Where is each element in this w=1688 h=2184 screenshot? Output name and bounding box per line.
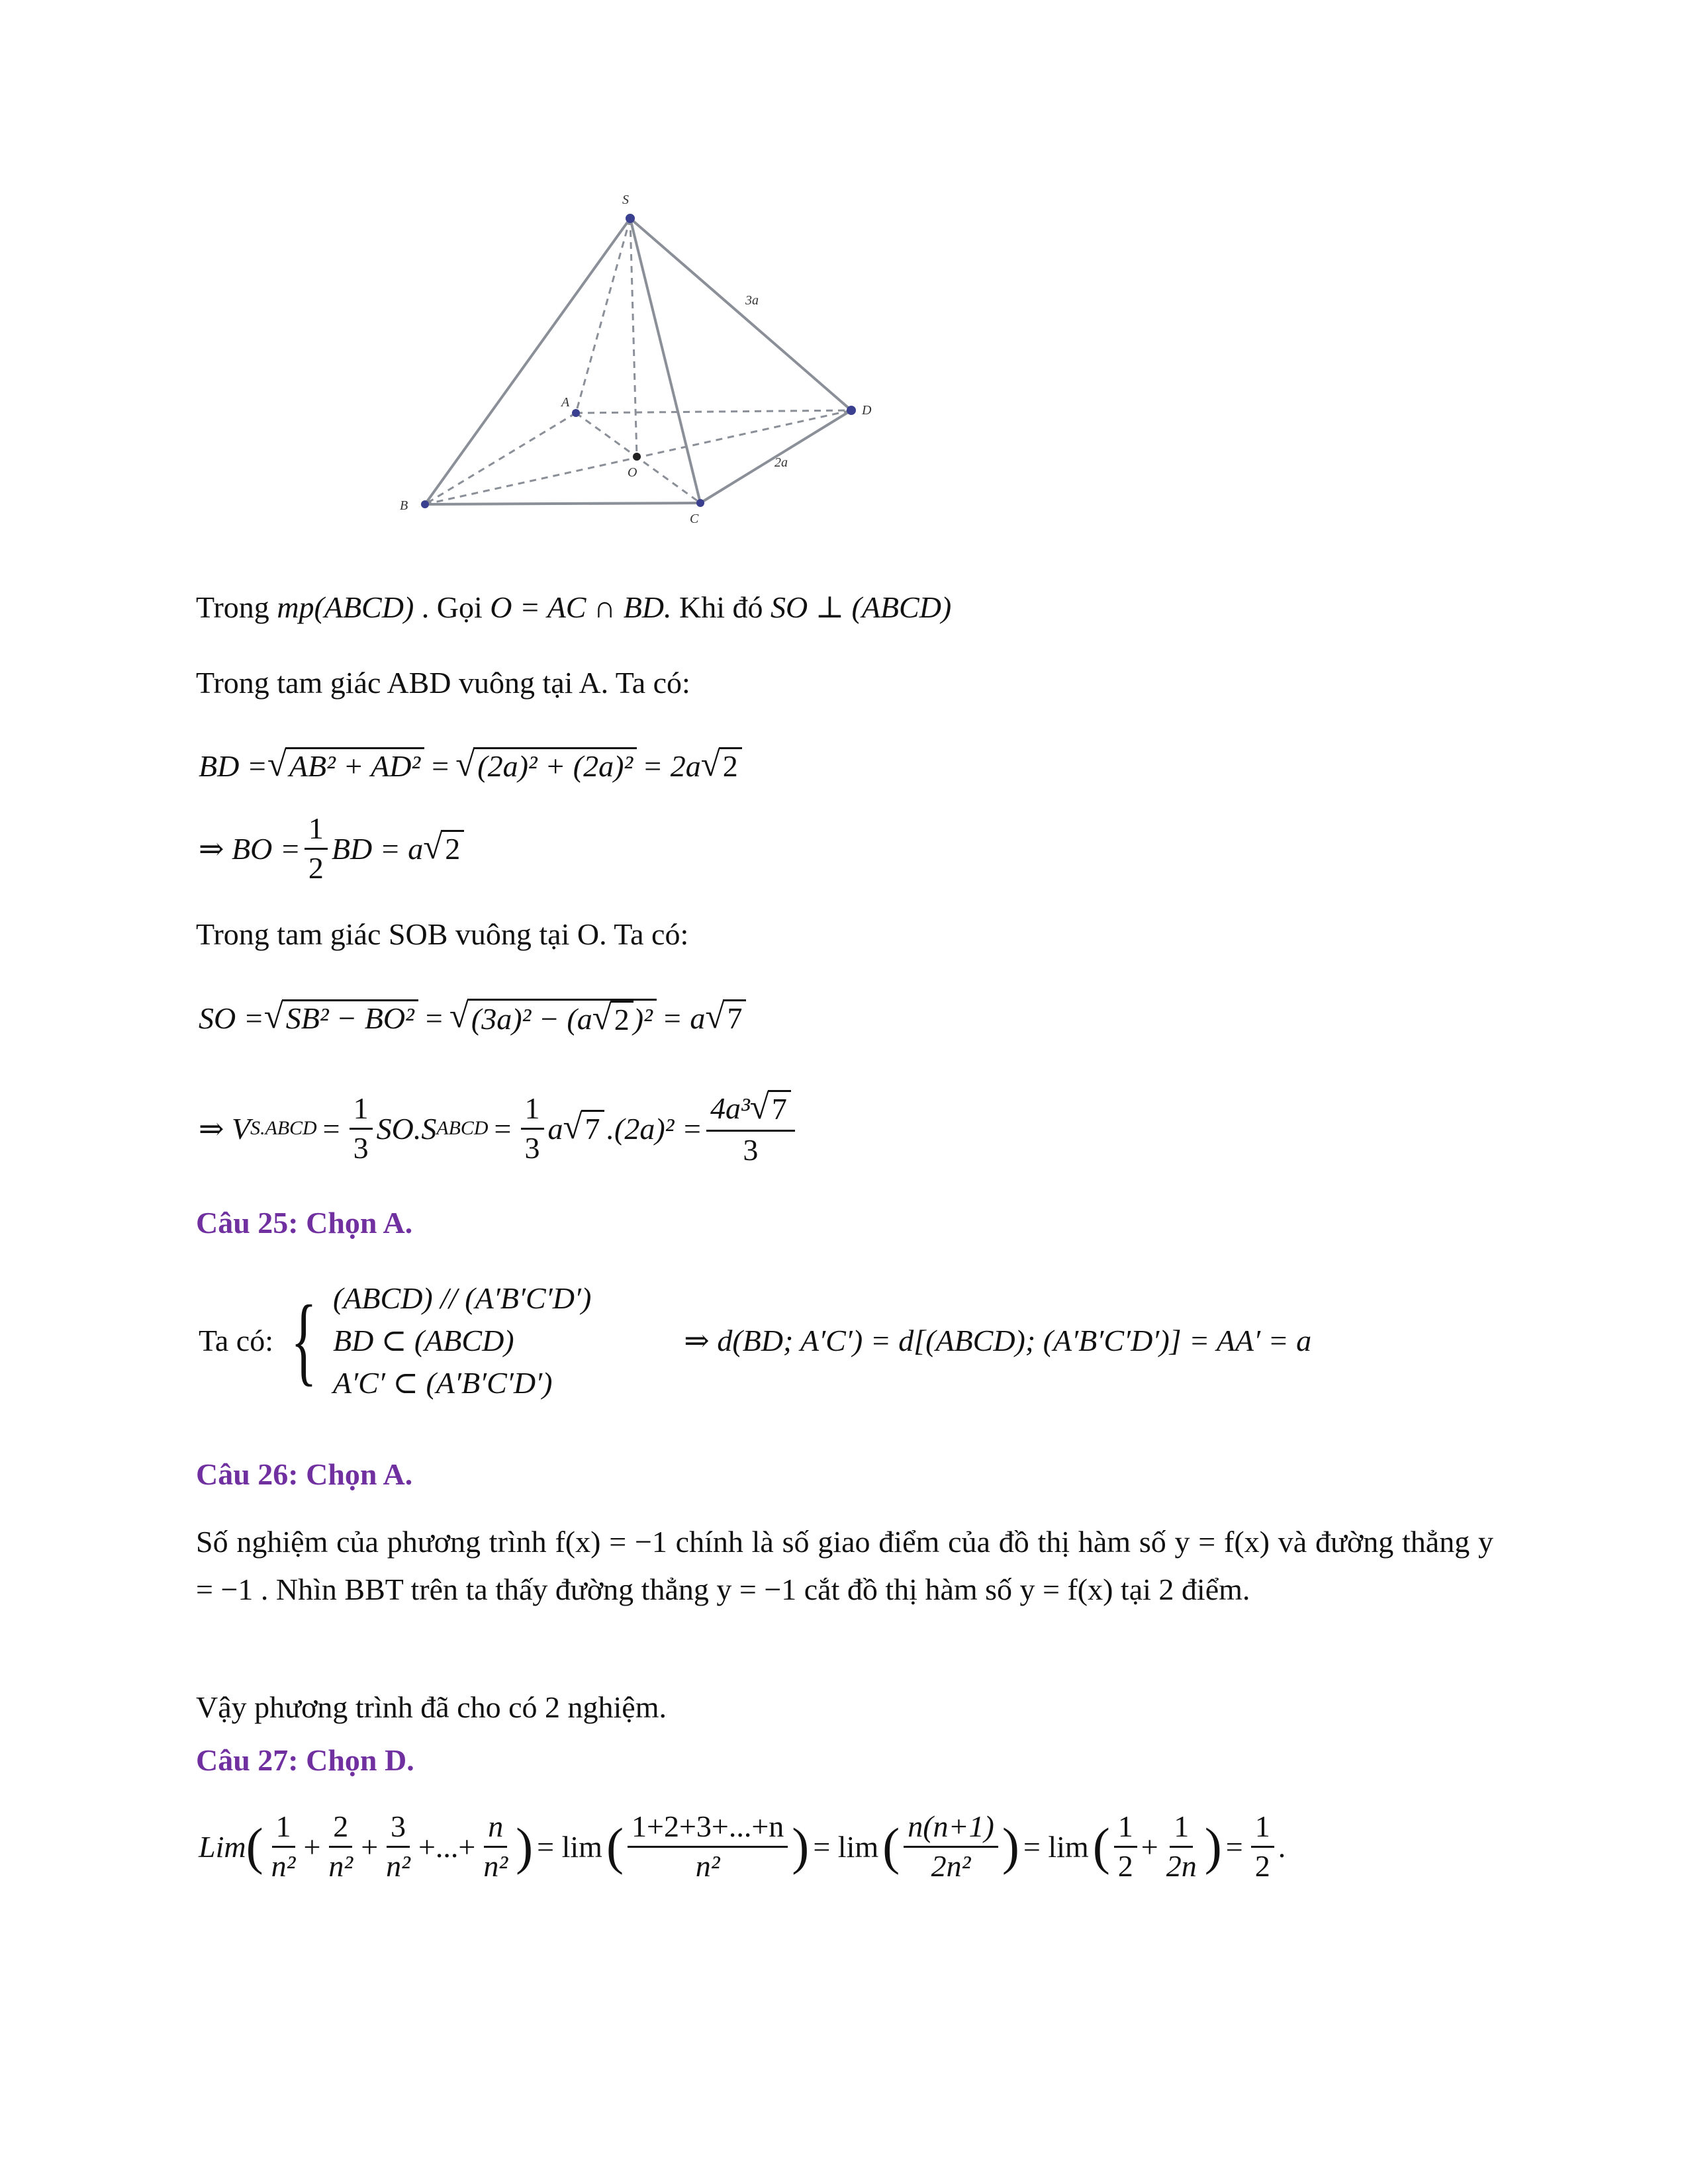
text-line-abd: Trong tam giác ABD vuông tại A. Ta có: (196, 666, 690, 700)
edge-sb (425, 218, 630, 504)
text-line-plane: Trong mp(ABCD) . Gọi O = AC ∩ BD. Khi đó SO ⊥ (ABCD) (196, 590, 952, 624)
equation-so: SO = √ SB² − BO² = √ (3a)² − (a √ 2 )² = a √ 7 (199, 985, 746, 1051)
heading-q25: Câu 25: Chọn A. (196, 1206, 413, 1240)
heading-q27: Câu 27: Chọn D. (196, 1743, 414, 1777)
vertex-b (421, 500, 429, 508)
system-brace: { (291, 1285, 317, 1395)
edge-sa (576, 218, 630, 413)
edge-ab (425, 413, 576, 504)
edge-ad (576, 410, 851, 413)
pyramid-figure (371, 185, 900, 529)
segment-so (630, 218, 637, 457)
heading-q26: Câu 26: Chọn A. (196, 1457, 413, 1491)
sqrt-1: √ AB² + AD² (267, 747, 424, 784)
sqrt-2: √ (2a)² + (2a)² (455, 747, 637, 784)
label-c: C (690, 512, 699, 526)
fraction-half: $\frac{1}{2}$ (305, 813, 328, 884)
text-line-sob: Trong tam giác SOB vuông tại O. Ta có: (196, 917, 689, 951)
equation-limit: Lim ( $\frac{1}{\text{n²}}$ + $\frac{2}{\text{n²}}$ + $\frac{3}{\text{n²}}$ +...+ $\frac{n}{\text{n²}}$ ) = lim ( $\frac{1+2+3+...+n}{\text{n²}}$ ) = lim ( $\frac{n(n+1)}{\text{2n²}}$ ) = lim ( $\frac{1}{2}$ + $\frac{1}{2n}$ ) = $\frac{1}{2}$ . (199, 1809, 1286, 1883)
edge-bc (425, 503, 700, 504)
label-o: O (628, 465, 637, 480)
edge-sc (630, 218, 700, 503)
label-edge-cd: 2a (774, 455, 788, 470)
q26-conclusion: Vậy phương trình đã cho có 2 nghiệm. (196, 1690, 667, 1724)
equation-bd: BD = √ AB² + AD² = √ (2a)² + (2a)² = 2a √ 2 (199, 736, 742, 796)
vertex-d (847, 406, 856, 415)
equation-bo: ⇒ BO = $\frac{1}{2}$ BD = a √ 2 (199, 809, 464, 888)
vertex-s (626, 214, 635, 223)
label-s: S (622, 193, 629, 207)
sqrt-5: √ SB² − BO² (264, 999, 418, 1036)
pyramid-diagram (371, 185, 900, 529)
edge-sd (630, 218, 851, 410)
q26-paragraph: Số nghiệm của phương trình f(x) = −1 chính là số giao điểm của đồ thị hàm số y = f(x) và đường thẳng y = −1 . Nhìn BBT trên ta thấy đường thẳng y = −1 cắt đồ thị hàm số y = f(x) tại 2 điểm. (196, 1525, 1493, 1606)
label-edge-sd: 3a (745, 293, 759, 308)
sqrt-7: √ 7 (705, 999, 746, 1036)
q25-system: Ta có: { (ABCD) // (A′B′C′D′) BD ⊂ (ABCD) A′C′ ⊂ (A′B′C′D′) ⇒ d(BD; A′C′) = d[(ABCD); (A′B′C′D′)] = AA′ = a (199, 1281, 1312, 1400)
label-b: B (400, 498, 408, 513)
label-d: D (862, 403, 872, 418)
fraction-volume-result: 4a³ √ 7 3 (706, 1090, 795, 1166)
equation-volume: ⇒ V S.ABCD = $\frac{1}{3}$ SO.S ABCD = $\frac{1}{3}$ a √ 7 .(2a)² = 4a³ √ 7 3 (199, 1085, 799, 1171)
sqrt-3: √ 2 (701, 747, 742, 784)
vertex-a (572, 409, 580, 417)
vertex-c (696, 499, 704, 507)
sqrt-6: √ (3a)² − (a √ 2 )² (449, 999, 657, 1038)
point-o (633, 453, 641, 461)
label-a: A (561, 395, 570, 410)
sqrt-4: √ 2 (423, 830, 464, 867)
